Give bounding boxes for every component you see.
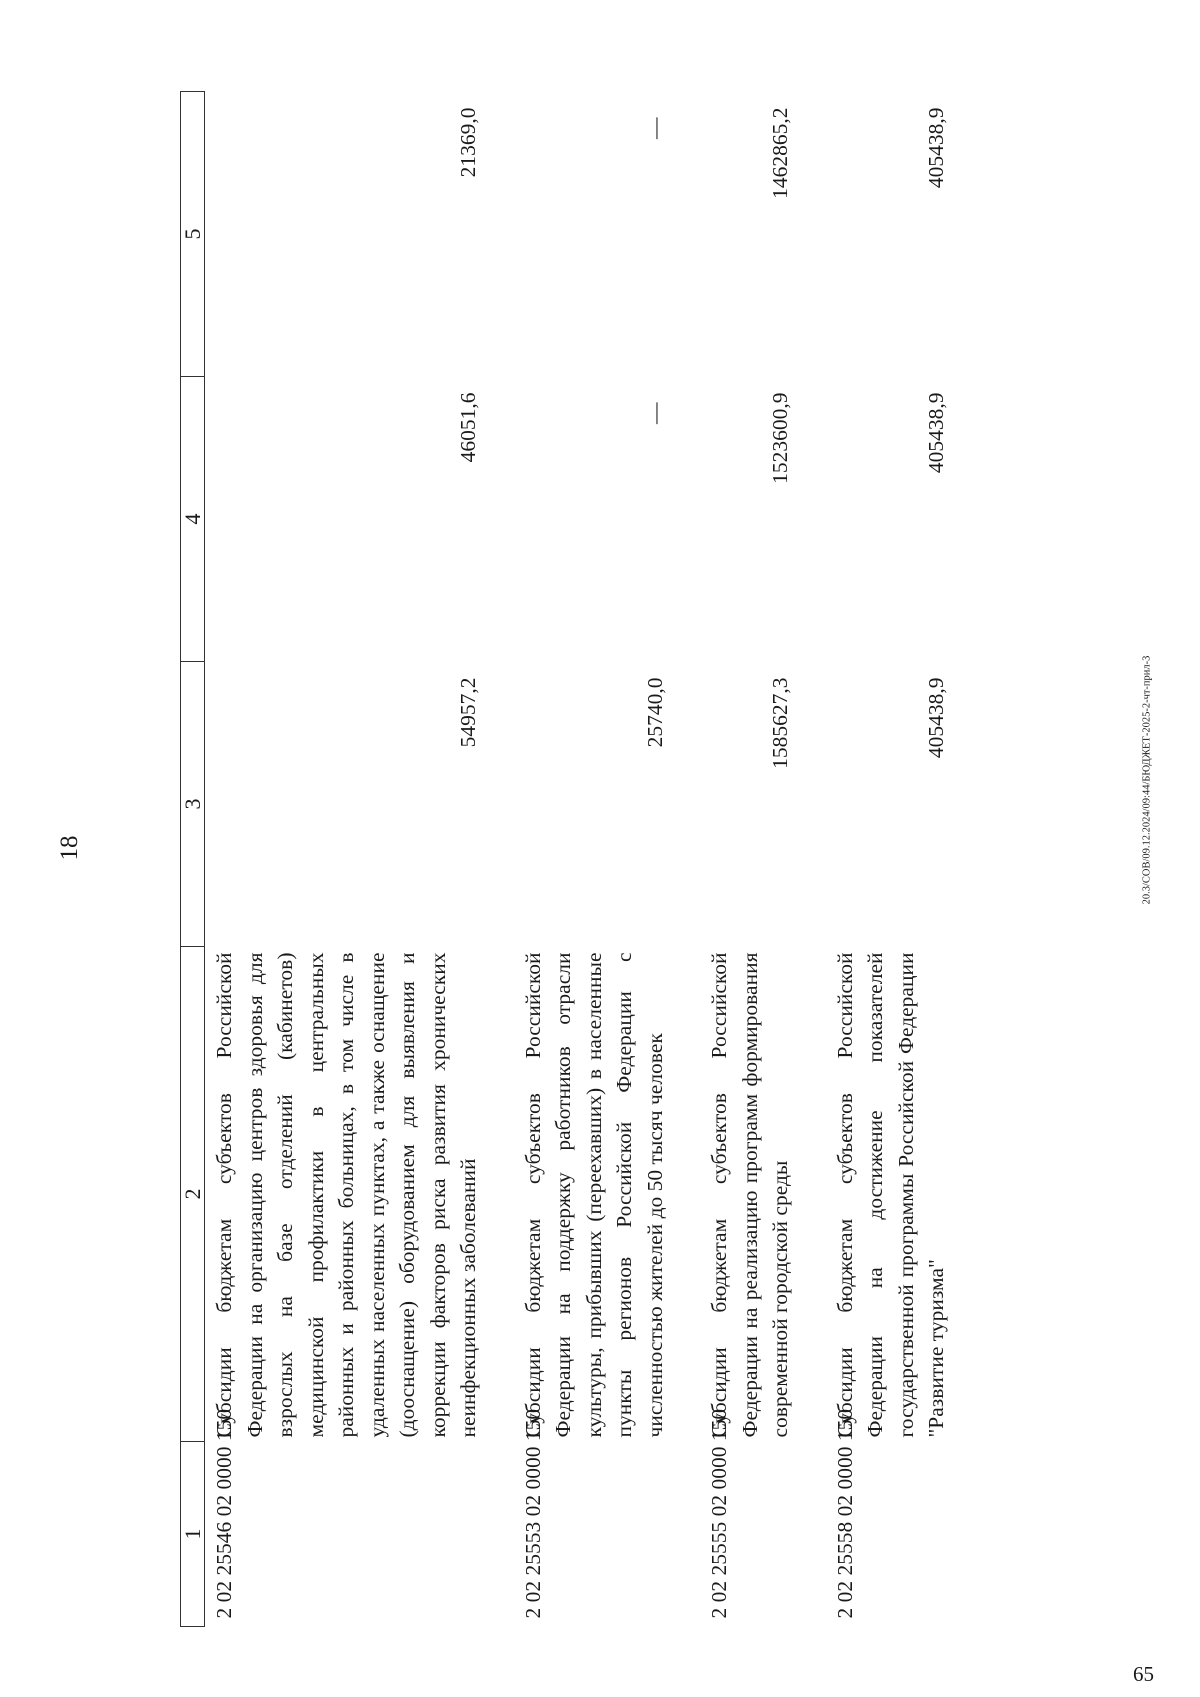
value-col5: 1462865,2 bbox=[768, 107, 792, 199]
column-header: 4 bbox=[181, 377, 205, 662]
value-col4: 1523600,9 bbox=[768, 392, 792, 484]
document-code: 20.3/СОВ/09.12.2024/09:44/БЮДЖЕТ-2025-2-чт-прил-3 bbox=[1141, 655, 1153, 905]
budget-code: 2 02 25546 02 0000 150 bbox=[212, 1408, 236, 1619]
value-col3: 1585627,3 bbox=[768, 677, 792, 769]
value-col4-dash: — bbox=[642, 402, 667, 424]
value-col5-dash: — bbox=[642, 117, 667, 139]
table-row bbox=[205, 92, 514, 1627]
value-col5: 405438,9 bbox=[924, 107, 948, 189]
value-col3: 25740,0 bbox=[642, 677, 667, 748]
page-number: 18 bbox=[56, 835, 83, 861]
table-row bbox=[826, 92, 982, 1627]
row-description: Субсидии бюджетам субъектов Российской Федерации на поддержку работников отрасли культуры, прибывших (переехавших) в населенные пункты регионов Российской Федерации с численностью жителей до 50 тысяч человек bbox=[520, 952, 667, 1438]
value-col3: 54957,2 bbox=[456, 677, 480, 748]
sheet-number: 65 bbox=[1133, 1662, 1154, 1686]
table-header-row bbox=[181, 92, 205, 1627]
column-header: 5 bbox=[181, 92, 205, 377]
value-col4: 46051,6 bbox=[456, 392, 480, 463]
table-row bbox=[700, 92, 826, 1627]
table-row bbox=[514, 92, 701, 1627]
column-header: 3 bbox=[181, 662, 205, 947]
value-col4: 405438,9 bbox=[924, 392, 948, 474]
value-col3: 405438,9 bbox=[924, 677, 948, 759]
row-description: Субсидии бюджетам субъектов Российской Федерации на достижение показателей государственной программы Российской Федерации "Развитие туризма" bbox=[832, 952, 948, 1438]
row-description: Субсидии бюджетам субъектов Российской Федерации на реализацию программ формирования современной городской среды bbox=[707, 952, 792, 1438]
rotated-table-region bbox=[180, 92, 1030, 1627]
column-header: 1 bbox=[181, 1442, 205, 1627]
budget-code: 2 02 25555 02 0000 150 bbox=[707, 1408, 731, 1619]
budget-code: 2 02 25553 02 0000 150 bbox=[520, 1408, 545, 1619]
budget-table bbox=[180, 91, 982, 1627]
row-description: Субсидии бюджетам субъектов Российской Федерации на организацию центров здоровья для взрослых на базе отделений (кабинетов) медицинской профилактики в центральных районных и районных больницах, в том числе в удаленных населенных пунктах, а также оснащение (дооснащение) оборудованием для выявления и коррекции факторов риска развития хронических неинфекционных заболеваний bbox=[212, 952, 480, 1438]
column-header: 2 bbox=[181, 947, 205, 1442]
value-col5: 21369,0 bbox=[456, 107, 480, 178]
budget-code: 2 02 25558 02 0000 150 bbox=[832, 1408, 857, 1619]
